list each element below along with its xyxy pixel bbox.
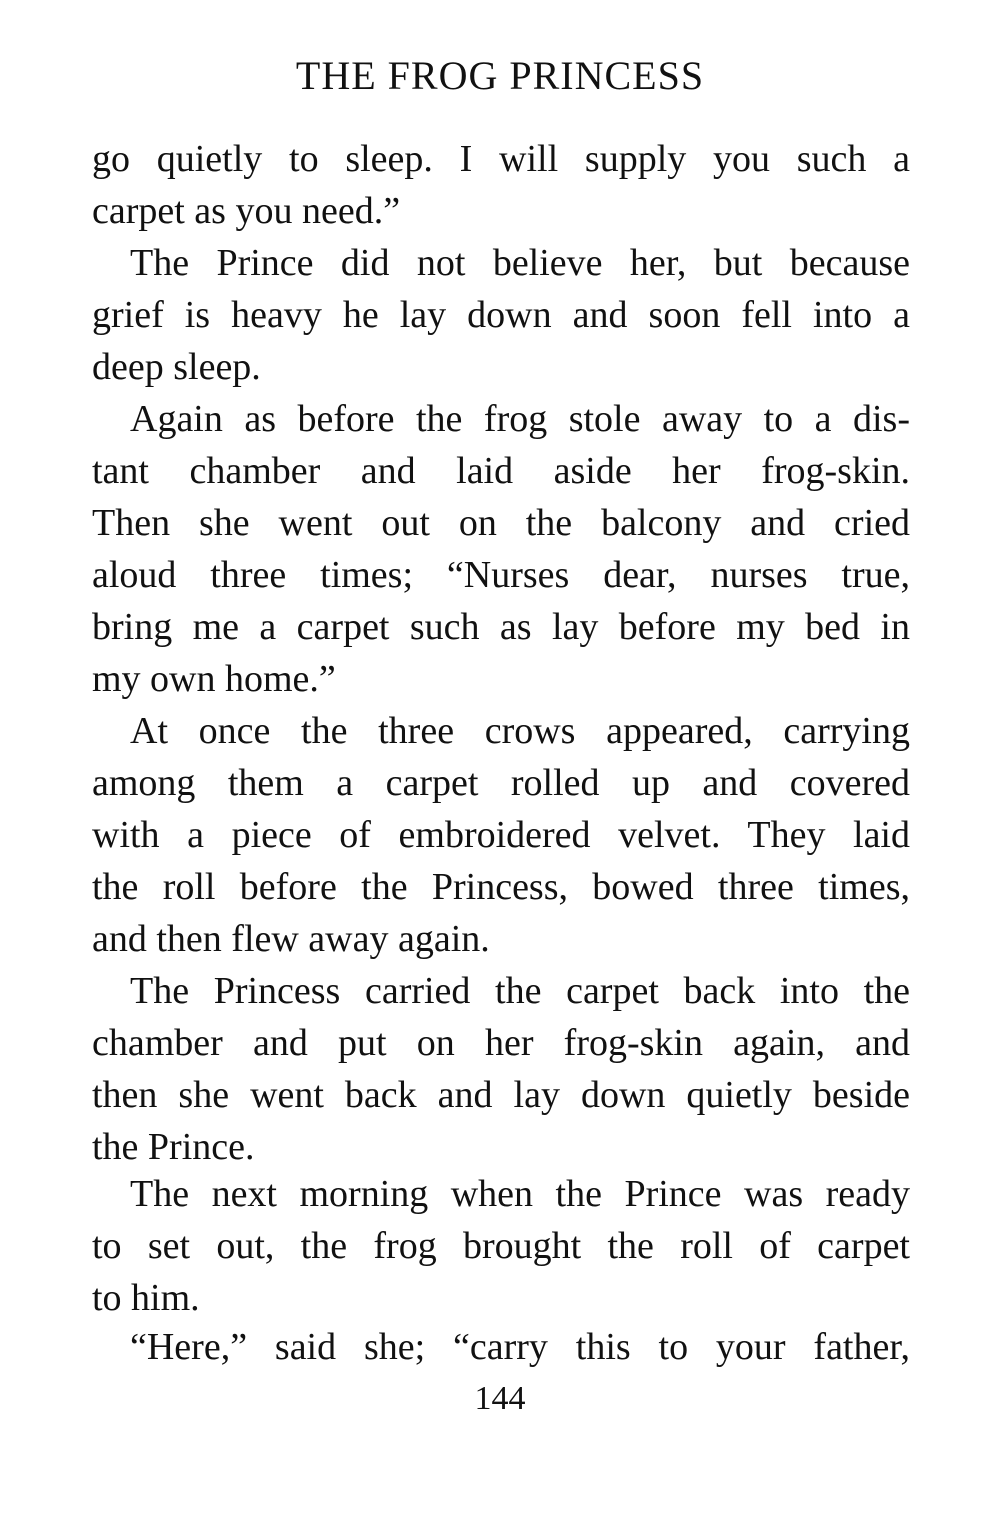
text-line: among them a carpet rolled up and covered (92, 762, 910, 804)
text-line: The Princess carried the carpet back into the (130, 970, 910, 1012)
text-line: my own home.” (92, 658, 336, 700)
text-line: deep sleep. (92, 346, 261, 388)
text-line: At once the three crows appeared, carrying (130, 710, 910, 752)
page-number: 144 (474, 1380, 526, 1417)
text-line: The next morning when the Prince was ready (130, 1173, 910, 1215)
text-line: then she went back and lay down quietly beside (92, 1074, 910, 1116)
text-line: Again as before the frog stole away to a dis- (130, 398, 910, 440)
text-line: go quietly to sleep. I will supply you such a (92, 138, 910, 180)
text-line: and then flew away again. (92, 918, 490, 960)
text-line: aloud three times; “Nurses dear, nurses true, (92, 554, 910, 596)
text-line: The Prince did not believe her, but because (130, 242, 910, 284)
text-line: tant chamber and laid aside her frog-skin. (92, 450, 910, 492)
text-line: “Here,” said she; “carry this to your father, (130, 1326, 910, 1368)
text-line: chamber and put on her frog-skin again, and (92, 1022, 910, 1064)
text-line: Then she went out on the balcony and cried (92, 502, 910, 544)
text-line: with a piece of embroidered velvet. They laid (92, 814, 910, 856)
text-line: the roll before the Princess, bowed three times, (92, 866, 910, 908)
text-line: to him. (92, 1277, 200, 1319)
running-head: THE FROG PRINCESS (295, 53, 705, 98)
text-line: bring me a carpet such as lay before my bed in (92, 606, 910, 648)
text-line: the Prince. (92, 1126, 255, 1168)
text-line: carpet as you need.” (92, 190, 401, 232)
text-line: grief is heavy he lay down and soon fell into a (92, 294, 910, 336)
text-line: to set out, the frog brought the roll of carpet (92, 1225, 910, 1267)
